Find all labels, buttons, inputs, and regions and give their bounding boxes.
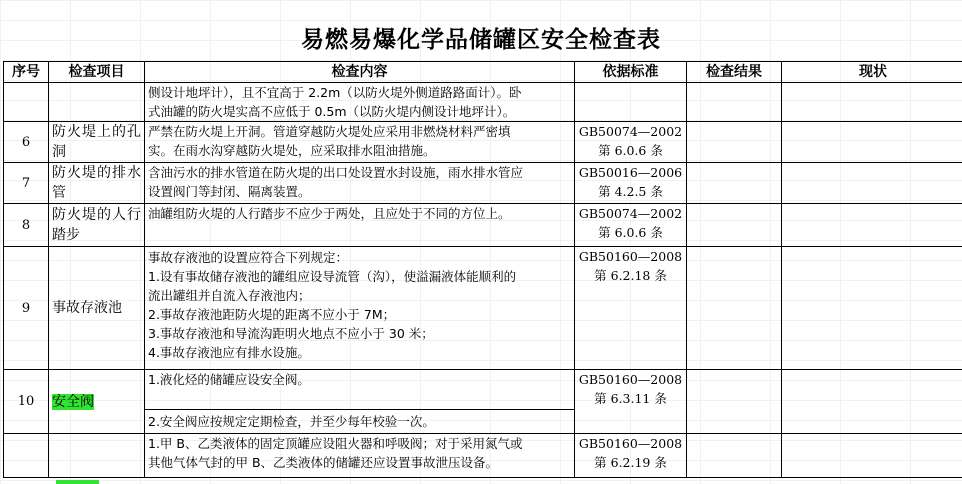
content-line: 2.事故存液池距防火堤的距离不应小于 7M； [148, 307, 396, 322]
row-no [4, 83, 49, 122]
row-status[interactable] [782, 247, 962, 370]
content-line: 式油罐的防火堤实高不应低于 0.5m（以防火堤内侧设计地坪计）。 [148, 104, 516, 119]
basis-standard: GB50074—2002 [578, 124, 683, 139]
basis-clause: 第 6.0.6 条 [598, 225, 663, 240]
row-result[interactable] [687, 370, 782, 434]
basis-clause: 第 6.0.6 条 [598, 143, 663, 158]
row-basis [575, 83, 687, 122]
row-item: 事故存液池 [49, 247, 145, 370]
content-line: 严禁在防火堤上开洞。管道穿越防火堤处应采用非燃烧材料严密填 [148, 124, 511, 139]
table-row [4, 163, 962, 204]
header-row [4, 62, 962, 83]
content-line: 1.液化烃的储罐应设安全阀。 [148, 372, 310, 387]
content-line: 2.安全阀应按规定定期检查，并至少每年校验一次。 [148, 414, 435, 429]
row-result[interactable] [687, 163, 782, 204]
header-result: 检查结果 [687, 62, 782, 83]
content-line: 1.甲 B、乙类液体的固定顶罐应设阻火器和呼吸阀；对于采用氮气或 [148, 436, 523, 451]
row-content [145, 410, 575, 434]
row-result[interactable] [687, 247, 782, 370]
row-basis [575, 434, 687, 478]
basis-standard: GB50160—2008 [578, 372, 683, 387]
row-item-highlighted: 安全阀 [52, 393, 94, 410]
basis-clause: 第 4.2.5 条 [598, 184, 663, 199]
content-line: 油罐组防火堤的人行踏步不应少于两处，且应处于不同的方位上。 [148, 206, 511, 221]
row-status[interactable] [782, 163, 962, 204]
row-status[interactable] [782, 83, 962, 122]
basis-standard: GB50074—2002 [578, 206, 683, 221]
row-item: 防火堤上的孔洞 [49, 122, 145, 163]
row-status[interactable] [782, 434, 962, 478]
row-content [145, 370, 575, 410]
table-row [4, 434, 962, 478]
row-status[interactable] [782, 122, 962, 163]
highlight-fill-bottom [56, 480, 99, 484]
row-no: 9 [4, 247, 49, 370]
page-title: 易燃易爆化学品储罐区安全检查表 [301, 26, 661, 53]
header-item: 检查项目 [49, 62, 145, 83]
row-basis [575, 204, 687, 247]
row-item: 防火堤的排水管 [49, 163, 145, 204]
content-line: 实。在雨水沟穿越防火堤处，应采取排水阻油措施。 [148, 143, 436, 158]
row-result[interactable] [687, 434, 782, 478]
table-row [4, 122, 962, 163]
row-no: 6 [4, 122, 49, 163]
row-result[interactable] [687, 83, 782, 122]
content-line: 设置阀门等封闭、隔离装置。 [148, 184, 311, 199]
table-row [4, 204, 962, 247]
row-no [4, 434, 49, 478]
row-item [49, 370, 145, 434]
header-content: 检查内容 [145, 62, 575, 83]
row-basis [575, 163, 687, 204]
row-basis [575, 122, 687, 163]
row-no: 10 [4, 370, 49, 434]
row-result[interactable] [687, 122, 782, 163]
basis-standard: GB50160—2008 [578, 249, 683, 264]
basis-clause: 第 6.2.19 条 [594, 455, 667, 470]
inspection-table [3, 61, 962, 478]
row-result[interactable] [687, 204, 782, 247]
content-line: 其他气体气封的甲 B、乙类液体的储罐还应设置事故泄压设备。 [148, 455, 499, 470]
row-item [49, 83, 145, 122]
row-item: 防火堤的人行踏步 [49, 204, 145, 247]
basis-clause: 第 6.2.18 条 [594, 268, 667, 283]
content-line: 流出罐组并自流入存液池内； [148, 288, 311, 303]
content-line: 侧设计地坪计），且不宜高于 2.2m（以防火堤外侧道路路面计）。卧 [148, 85, 522, 100]
row-content [145, 247, 575, 370]
row-item [49, 434, 145, 478]
header-basis: 依据标准 [575, 62, 687, 83]
content-line: 3.事故存液池和导流沟距明火地点不应小于 30 米； [148, 326, 434, 341]
row-basis [575, 370, 687, 434]
row-content [145, 163, 575, 204]
basis-standard: GB50016—2006 [578, 165, 683, 180]
row-status[interactable] [782, 204, 962, 247]
table-row [4, 247, 962, 370]
row-content [145, 83, 575, 122]
content-line: 含油污水的排水管道在防火堤的出口处设置水封设施，雨水排水管应 [148, 165, 524, 180]
basis-standard: GB50160—2008 [578, 436, 683, 451]
row-content [145, 122, 575, 163]
header-no: 序号 [4, 62, 49, 83]
header-status: 现状 [782, 62, 962, 83]
row-basis [575, 247, 687, 370]
basis-clause: 第 6.3.11 条 [594, 391, 667, 406]
row-content [145, 204, 575, 247]
row-status[interactable] [782, 370, 962, 434]
table-row [4, 370, 962, 410]
content-line: 4.事故存液池应有排水设施。 [148, 345, 310, 360]
content-line: 事故存液池的设置应符合下列规定： [148, 250, 349, 265]
row-no: 8 [4, 204, 49, 247]
table-row [4, 83, 962, 122]
row-content [145, 434, 575, 478]
row-no: 7 [4, 163, 49, 204]
content-line: 1.设有事故储存液池的罐组应设导流管（沟），使溢漏液体能顺利的 [148, 269, 517, 284]
